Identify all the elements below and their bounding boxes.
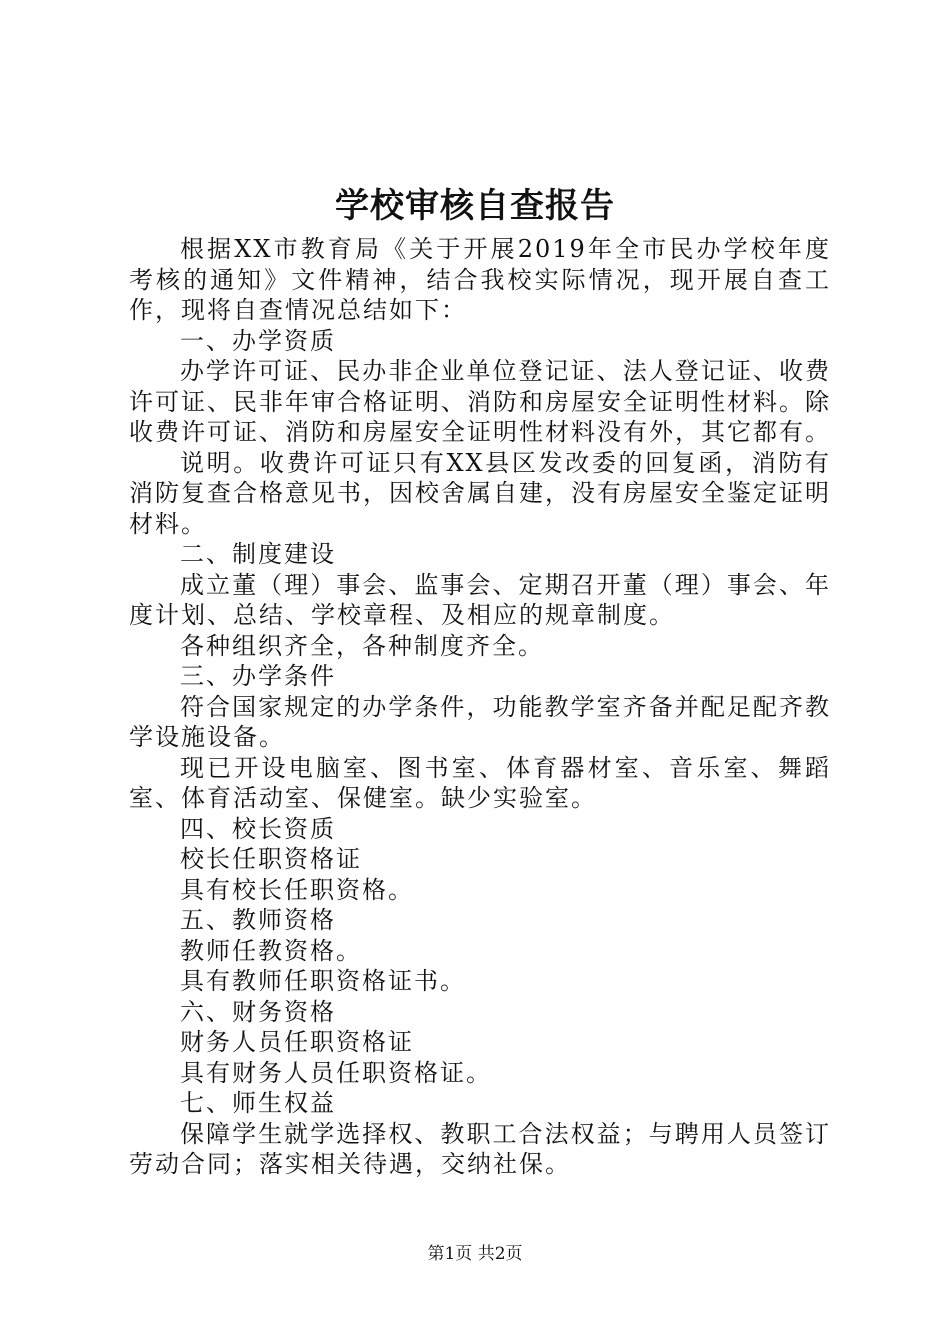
section-heading-6: 六、财务资格 xyxy=(180,997,336,1026)
section-heading-4: 四、校长资质 xyxy=(180,814,336,843)
paragraph: 办学许可证、民办非企业单位登记证、法人登记证、收费许可证、民非年审合格证明、消防和房屋安全证明性材料。除收费许可证、消防和房屋安全证明性材料没有外，其它都有。 xyxy=(129,357,831,446)
paragraph: 现已开设电脑室、图书室、体育器材室、音乐室、舞蹈室、体育活动室、保健室。缺少实验室。 xyxy=(129,753,831,812)
intro-paragraph: 根据XX市教育局《关于开展2019年全市民办学校年度考核的通知》文件精神，结合我校实际情况，现开展自查工作，现将自查情况总结如下： xyxy=(129,235,831,324)
paragraph: 具有校长任职资格。 xyxy=(180,875,414,904)
paragraph: 符合国家规定的办学条件，功能教学室齐备并配足配齐教学设施设备。 xyxy=(129,692,831,751)
paragraph: 教师任教资格。 xyxy=(180,936,362,965)
document-body xyxy=(129,234,831,1180)
section-heading-1: 一、办学资质 xyxy=(180,326,336,355)
document-title: 学校审核自查报告 xyxy=(335,186,615,226)
paragraph: 具有财务人员任职资格证。 xyxy=(180,1058,492,1087)
paragraph: 校长任职资格证 xyxy=(180,845,362,873)
paragraph: 成立董（理）事会、监事会、定期召开董（理）事会、年度计划、总结、学校章程、及相应的规章制度。 xyxy=(129,570,831,629)
page-number-footer: 第1页 共2页 xyxy=(427,1244,523,1264)
paragraph: 各种组织齐全，各种制度齐全。 xyxy=(180,631,544,660)
paragraph: 具有教师任职资格证书。 xyxy=(180,967,466,995)
section-heading-2: 二、制度建设 xyxy=(180,540,336,568)
paragraph: 财务人员任职资格证 xyxy=(180,1028,414,1056)
section-heading-7: 七、师生权益 xyxy=(180,1089,336,1117)
paragraph: 说明。收费许可证只有XX县区发改委的回复函，消防有消防复查合格意见书，因校舍属自建，没有房屋安全鉴定证明材料。 xyxy=(129,448,831,538)
section-heading-3: 三、办学条件 xyxy=(180,662,336,690)
section-heading-5: 五、教师资格 xyxy=(180,906,336,934)
paragraph: 保障学生就学选择权、教职工合法权益；与聘用人员签订劳动合同；落实相关待遇，交纳社保。 xyxy=(129,1119,831,1178)
